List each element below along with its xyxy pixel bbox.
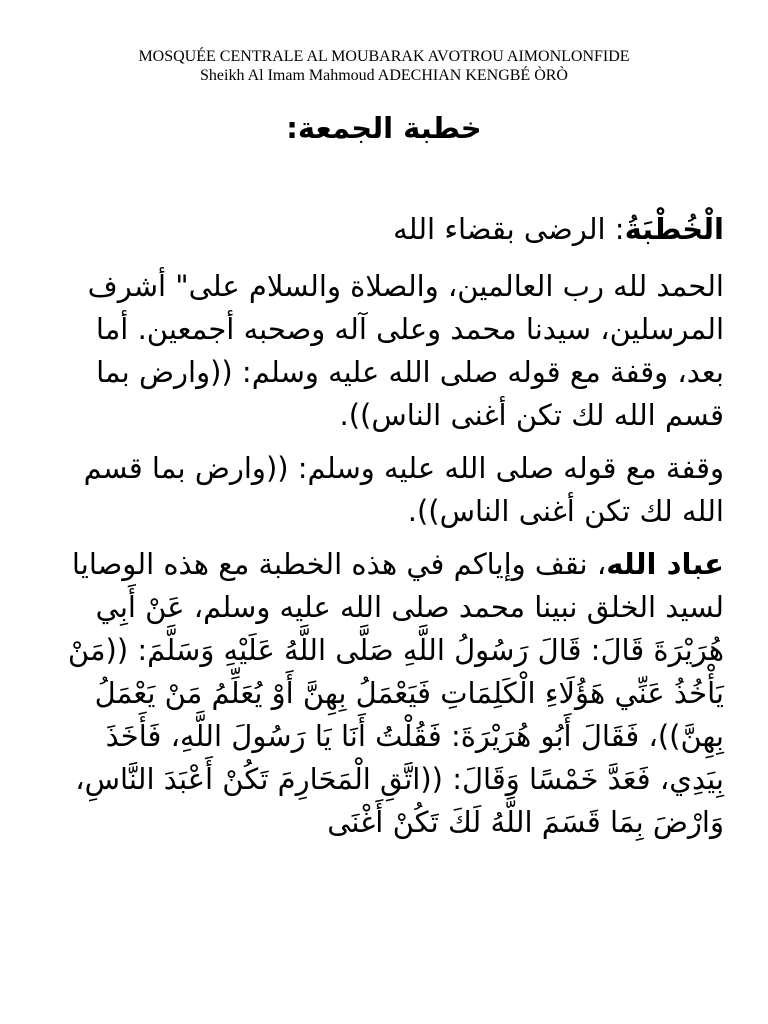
document-header — [0, 47, 768, 85]
paragraph-lead: عباد الله — [606, 547, 724, 581]
paragraph-hadith-intro: وقفة مع قوله صلى الله عليه وسلم: ((وارض بما قسم الله لك تكن أغنى الناس)). — [83, 451, 724, 528]
mosque-name: MOSQUÉE CENTRALE AL MOUBARAK AVOTROU AIMONLONFIDE — [138, 48, 630, 65]
paragraph-hadith-text: ، نقف وإياكم في هذه الخطبة مع هذه الوصايا لسيد الخلق نبينا محمد صلى الله عليه وسلم، عَنْ أَبِي هُرَيْرَةَ قَالَ: قَالَ رَسُولُ اللَّهِ صَلَّى اللَّهُ عَلَيْهِ وَسَلَّمَ: ((مَنْ يَأْخُذُ عَنِّي هَؤُلَاءِ الْكَلِمَاتِ فَيَعْمَلُ بِهِنَّ أَوْ يُعَلِّمُ مَنْ يَعْمَلُ بِهِنَّ))، فَقَالَ أَبُو هُرَيْرَةَ: فَقُلْتُ أَنَا يَا رَسُولَ اللَّهِ، فَأَخَذَ بِيَدِي، فَعَدَّ خَمْسًا وَقَالَ: ((اتَّقِ الْمَحَارِمَ تَكُنْ أَعْبَدَ النَّاسِ، وَارْضَ بِمَا قَسَمَ اللَّهُ لَكَ تَكُنْ أَغْنَى — [67, 547, 724, 839]
paragraph-hadith — [48, 543, 724, 844]
sermon-subject: : الرضى بقضاء الله — [393, 212, 625, 246]
imam-name: Sheikh Al Imam Mahmoud ADECHIAN KENGBÉ ÒRÒ — [200, 67, 568, 84]
paragraph-opening: الحمد لله رب العالمين، والصلاة والسلام على" أشرف المرسلين، سيدنا محمد وعلى آله وصحبه أجمعين. أما بعد، وقفة مع قوله صلى الله عليه وسلم: ((وارض بما قسم الله لك تكن أغنى الناس)). — [87, 269, 724, 432]
sermon-label: الْخُطْبَةُ — [624, 212, 724, 246]
sermon-body — [48, 208, 724, 854]
page-title: خطبة الجمعة: — [286, 111, 482, 145]
sermon-heading — [48, 208, 724, 251]
